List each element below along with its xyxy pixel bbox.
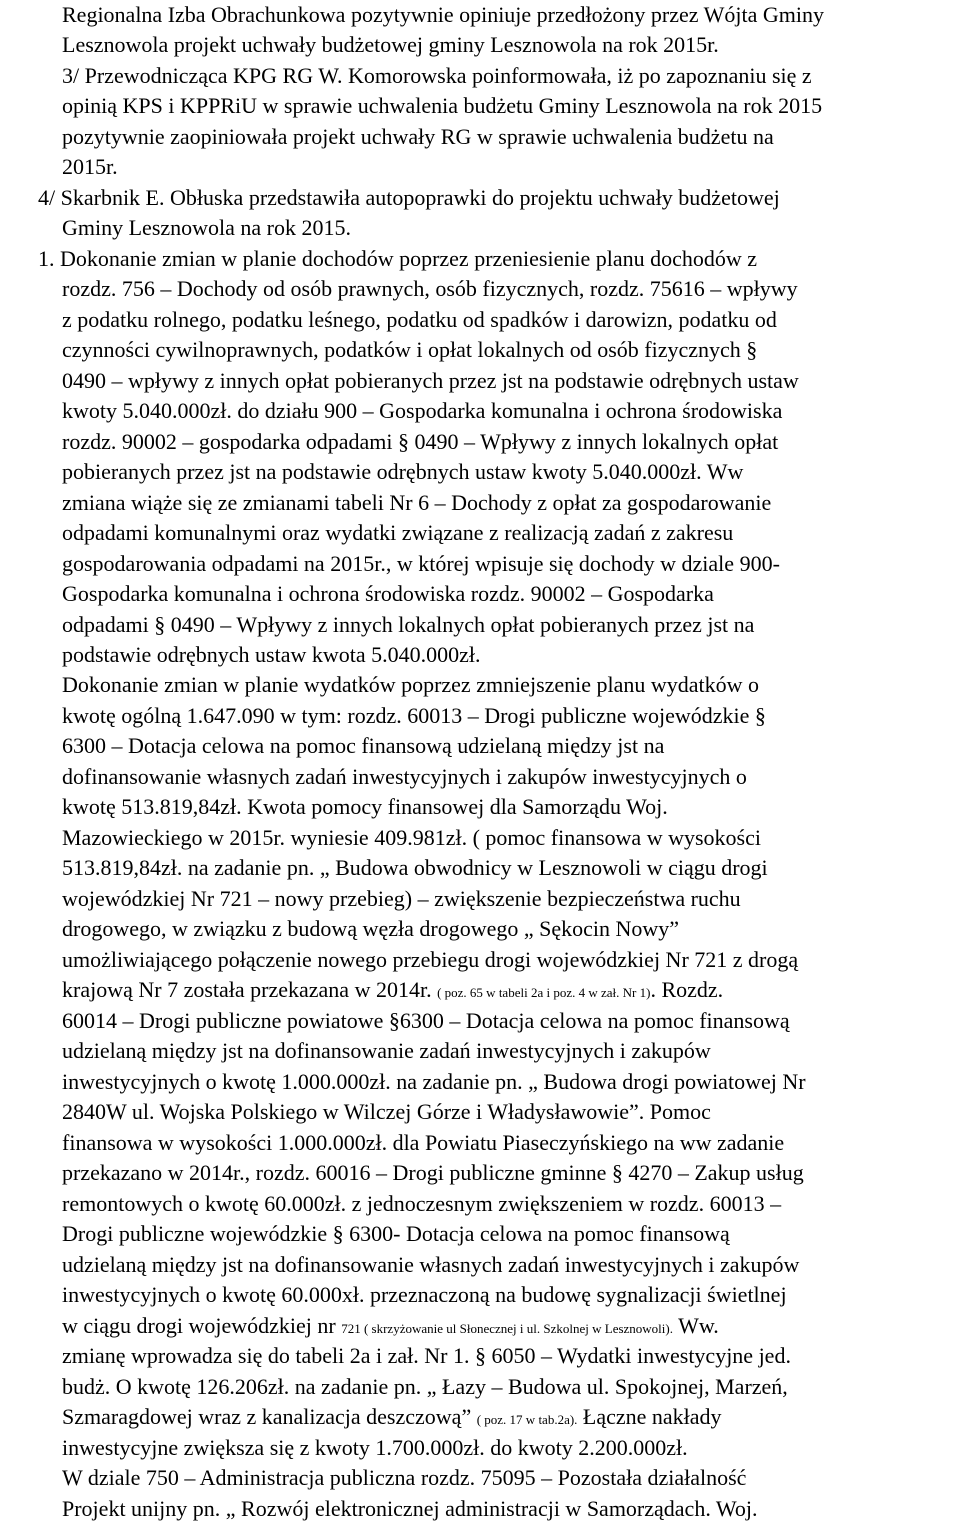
line-text: pozytywnie zaopiniowała projekt uchwały RG w sprawie uchwalenia budżetu na bbox=[62, 124, 774, 149]
text-line bbox=[62, 396, 782, 426]
text-line bbox=[62, 945, 798, 975]
text-line bbox=[62, 457, 743, 487]
line-text: Łączne nakłady bbox=[577, 1404, 722, 1429]
line-text: kwotę 513.819,84zł. Kwota pomocy finansowej dla Samorządu Woj. bbox=[62, 794, 668, 819]
text-line bbox=[62, 1189, 781, 1219]
text-line bbox=[62, 305, 777, 335]
line-text: odpadami komunalnymi oraz wydatki związane z realizacją zadań z zakresu bbox=[62, 520, 734, 545]
text-line bbox=[62, 853, 768, 883]
line-text: 4/ Skarbnik E. Obłuska przedstawiła autopoprawki do projektu uchwały budżetowej bbox=[38, 185, 780, 210]
text-line bbox=[62, 427, 778, 457]
line-text: Gminy Lesznowola na rok 2015. bbox=[62, 215, 351, 240]
text-line bbox=[62, 1128, 784, 1158]
line-text: Projekt unijny pn. „ Rozwój elektronicznej administracji w Samorządach. Woj. bbox=[62, 1496, 758, 1521]
line-text: Regionalna Izba Obrachunkowa pozytywnie opiniuje przedłożony przez Wójta Gminy bbox=[62, 2, 825, 27]
line-text: Szmaragdowej wraz z kanalizacja deszczową” bbox=[62, 1404, 477, 1429]
line-text: opinią KPS i KPPRiU w sprawie uchwalenia budżetu Gminy Lesznowola na rok 2015 bbox=[62, 93, 823, 118]
text-line bbox=[62, 549, 780, 579]
line-text: Dokonanie zmian w planie wydatków poprzez zmniejszenie planu wydatków o bbox=[62, 672, 760, 697]
line-text: zmianę wprowadza się do tabeli 2a i zał. Nr 1. § 6050 – Wydatki inwestycyjne jed. bbox=[62, 1343, 791, 1368]
line-text: zmiana wiąże się ze zmianami tabeli Nr 6 – Dochody z opłat za gospodarowanie bbox=[62, 490, 772, 515]
line-text: 3/ Przewodnicząca KPG RG W. Komorowska poinformowała, iż po zapoznaniu się z bbox=[62, 63, 812, 88]
text-line bbox=[62, 1036, 711, 1066]
text-line bbox=[62, 1067, 806, 1097]
text-line bbox=[62, 610, 754, 640]
line-text: remontowych o kwotę 60.000zł. z jednoczesnym zwiększeniem w rozdz. 60013 – bbox=[62, 1191, 782, 1216]
text-line bbox=[62, 762, 747, 792]
text-line bbox=[62, 91, 822, 121]
text-line bbox=[62, 335, 757, 365]
text-line bbox=[62, 274, 798, 304]
text-line bbox=[62, 1494, 758, 1524]
text-line bbox=[62, 975, 723, 1005]
reference-note: ( poz. 65 w tabeli 2a i poz. 4 w zał. Nr 1) bbox=[437, 985, 651, 1000]
line-text: przekazano w 2014r., rozdz. 60016 – Drogi publiczne gminne § 4270 – Zakup usług bbox=[62, 1160, 804, 1185]
text-line bbox=[62, 1280, 787, 1310]
text-line bbox=[62, 1372, 788, 1402]
line-text: Lesznowola projekt uchwały budżetowej gminy Lesznowola na rok 2015r. bbox=[62, 32, 719, 57]
line-text: Drogi publiczne wojewódzkie § 6300- Dotacja celowa na pomoc finansową bbox=[62, 1221, 730, 1246]
text-line bbox=[62, 792, 668, 822]
text-line bbox=[38, 244, 757, 274]
line-text: z podatku rolnego, podatku leśnego, podatku od spadków i darowizn, podatku od bbox=[62, 307, 777, 332]
text-line bbox=[62, 1433, 688, 1463]
text-line bbox=[62, 670, 759, 700]
text-line bbox=[62, 914, 679, 944]
text-line bbox=[62, 1097, 711, 1127]
text-line bbox=[62, 61, 812, 91]
line-text: inwestycyjnych o kwotę 1.000.000zł. na zadanie pn. „ Budowa drogi powiatowej Nr bbox=[62, 1069, 806, 1094]
text-line bbox=[62, 1006, 790, 1036]
line-text: W dziale 750 – Administracja publiczna rozdz. 75095 – Pozostała działalność bbox=[62, 1465, 747, 1490]
line-text: 513.819,84zł. na zadanie pn. „ Budowa obwodnicy w Lesznowoli w ciągu drogi bbox=[62, 855, 768, 880]
text-line bbox=[62, 122, 774, 152]
text-line bbox=[62, 1250, 799, 1280]
line-text: 0490 – wpływy z innych opłat pobieranych przez jst na podstawie odrębnych ustaw bbox=[62, 368, 799, 393]
line-text: udzielaną między jst na dofinansowanie zadań inwestycyjnych i zakupów bbox=[62, 1038, 711, 1063]
line-text: umożliwiającego połączenie nowego przebiegu drogi wojewódzkiej Nr 721 z drogą bbox=[62, 947, 799, 972]
line-text: . Rozdz. bbox=[650, 977, 724, 1002]
text-line bbox=[62, 731, 664, 761]
text-line bbox=[62, 488, 771, 518]
line-text: 2015r. bbox=[62, 154, 118, 179]
line-text: rozdz. 90002 – gospodarka odpadami § 0490 – Wpływy z innych lokalnych opłat bbox=[62, 429, 779, 454]
text-line bbox=[62, 518, 733, 548]
line-text: 60014 – Drogi publiczne powiatowe §6300 – Dotacja celowa na pomoc finansową bbox=[62, 1008, 790, 1033]
text-line bbox=[62, 579, 714, 609]
text-line bbox=[38, 183, 780, 213]
line-text: w ciągu drogi wojewódzkiej nr bbox=[62, 1313, 342, 1338]
text-line bbox=[62, 1311, 719, 1341]
line-text: drogowego, w związku z budową węzła drogowego „ Sękocin Nowy” bbox=[62, 916, 680, 941]
text-line bbox=[62, 1158, 804, 1188]
text-line bbox=[62, 1402, 722, 1432]
line-text: wojewódzkiej Nr 721 – nowy przebieg) – zwiększenie bezpieczeństwa ruchu bbox=[62, 886, 741, 911]
line-text: Mazowieckiego w 2015r. wyniesie 409.981zł. ( pomoc finansowa w wysokości bbox=[62, 825, 761, 850]
line-text: kwoty 5.040.000zł. do działu 900 – Gospodarka komunalna i ochrona środowiska bbox=[62, 398, 783, 423]
line-text: Ww. bbox=[672, 1313, 719, 1338]
text-line bbox=[62, 823, 761, 853]
text-line bbox=[62, 30, 719, 60]
line-text: inwestycyjne zwiększa się z kwoty 1.700.000zł. do kwoty 2.200.000zł. bbox=[62, 1435, 688, 1460]
line-text: rozdz. 756 – Dochody od osób prawnych, osób fizycznych, rozdz. 75616 – wpływy bbox=[62, 276, 798, 301]
text-line bbox=[62, 884, 741, 914]
line-text: budż. O kwotę 126.206zł. na zadanie pn. „ Łazy – Budowa ul. Spokojnej, Marzeń, bbox=[62, 1374, 788, 1399]
text-line bbox=[62, 366, 799, 396]
text-line bbox=[62, 701, 766, 731]
text-line bbox=[62, 213, 351, 243]
line-text: 1. Dokonanie zmian w planie dochodów poprzez przeniesienie planu dochodów z bbox=[38, 246, 758, 271]
text-line bbox=[62, 1341, 791, 1371]
line-text: odpadami § 0490 – Wpływy z innych lokalnych opłat pobieranych przez jst na bbox=[62, 612, 755, 637]
text-line bbox=[62, 152, 118, 182]
line-text: finansowa w wysokości 1.000.000zł. dla Powiatu Piaseczyńskiego na ww zadanie bbox=[62, 1130, 785, 1155]
text-line bbox=[62, 640, 481, 670]
line-text: czynności cywilnoprawnych, podatków i opłat lokalnych od osób fizycznych § bbox=[62, 337, 758, 362]
line-text: krajową Nr 7 została przekazana w 2014r. bbox=[62, 977, 438, 1002]
line-text: Gospodarka komunalna i ochrona środowiska rozdz. 90002 – Gospodarka bbox=[62, 581, 714, 606]
line-text: 6300 – Dotacja celowa na pomoc finansową udzielaną między jst na bbox=[62, 733, 665, 758]
line-text: podstawie odrębnych ustaw kwota 5.040.000zł. bbox=[62, 642, 481, 667]
text-line bbox=[62, 0, 824, 30]
line-text: inwestycyjnych o kwotę 60.000xł. przeznaczoną na budowę sygnalizacji świetlnej bbox=[62, 1282, 787, 1307]
line-text: 2840W ul. Wojska Polskiego w Wilczej Górze i Władysławowie”. Pomoc bbox=[62, 1099, 711, 1124]
line-text: dofinansowanie własnych zadań inwestycyjnych i zakupów inwestycyjnych o bbox=[62, 764, 747, 789]
line-text: udzielaną między jst na dofinansowanie własnych zadań inwestycyjnych i zakupów bbox=[62, 1252, 800, 1277]
reference-note: ( poz. 17 w tab.2a). bbox=[476, 1412, 578, 1427]
line-text: kwotę ogólną 1.647.090 w tym: rozdz. 60013 – Drogi publiczne wojewódzkie § bbox=[62, 703, 766, 728]
text-line bbox=[62, 1219, 730, 1249]
text-line bbox=[62, 1463, 746, 1493]
line-text: gospodarowania odpadami na 2015r., w której wpisuje się dochody w dziale 900- bbox=[62, 551, 780, 576]
reference-note: 721 ( skrzyżowanie ul Słonecznej i ul. Szkolnej w Lesznowoli). bbox=[341, 1321, 673, 1336]
line-text: pobieranych przez jst na podstawie odrębnych ustaw kwoty 5.040.000zł. Ww bbox=[62, 459, 744, 484]
